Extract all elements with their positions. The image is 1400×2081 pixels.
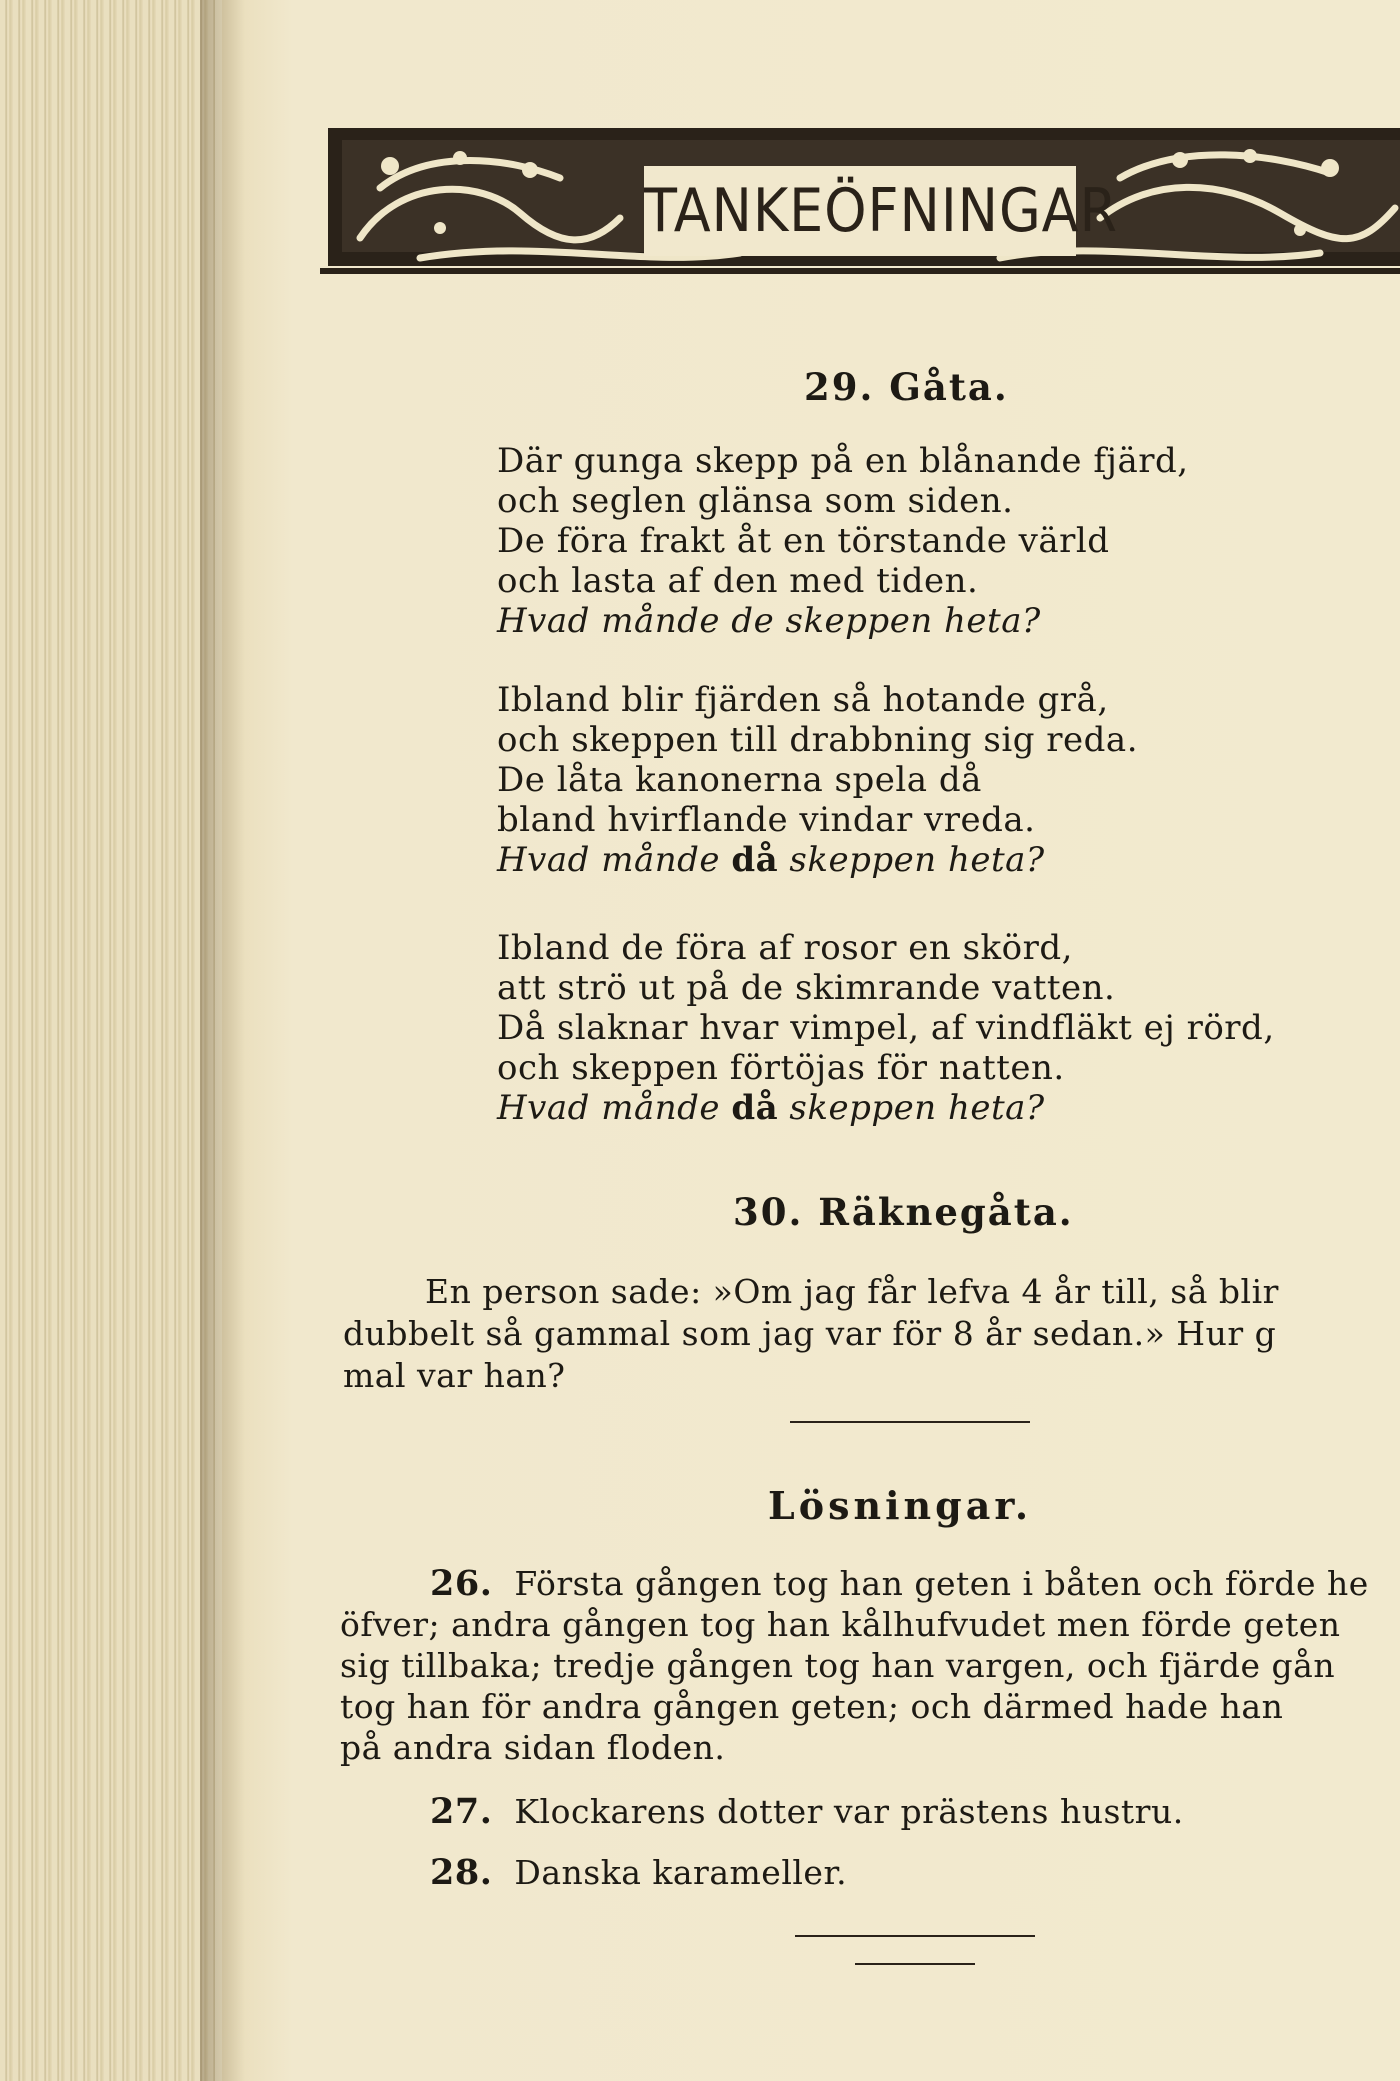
solution-27 <box>430 1791 1184 1832</box>
verse-line: De föra frakt åt en törstande värld <box>497 521 1110 561</box>
riddle-29-heading: 29. Gåta. <box>804 365 1009 409</box>
question-text: Hvad månde <box>497 1088 732 1128</box>
verse-line: Där gunga skepp på en blånande fjärd, <box>497 441 1189 481</box>
verse-question: Hvad månde de skeppen heta? <box>497 601 1041 641</box>
verse-line: att strö ut på de skimrande vatten. <box>497 968 1116 1008</box>
solution-text: Klockarens dotter var prästens hustru. <box>514 1792 1184 1831</box>
verse-line: Ibland blir fjärden så hotande grå, <box>497 680 1109 720</box>
book-fore-edge <box>0 0 215 2081</box>
verse-question <box>497 840 1138 880</box>
gutter-shadow <box>200 0 245 2081</box>
verse-line: De låta kanonerna spela då <box>497 760 982 800</box>
riddle-29-stanza-1 <box>497 441 1189 641</box>
divider-rule <box>790 1421 1030 1423</box>
solution-26 <box>340 1563 1369 1768</box>
question-text: skeppen heta? <box>778 840 1045 880</box>
verse-line: bland hvirflande vindar vreda. <box>497 800 1036 840</box>
solution-number: 28. <box>430 1852 493 1893</box>
solution-number: 27. <box>430 1791 493 1832</box>
riddle-30-text <box>343 1271 1279 1397</box>
prose-line: på andra sidan floden. <box>340 1728 726 1767</box>
solution-28 <box>430 1852 847 1893</box>
question-text: Hvad månde <box>497 840 732 880</box>
divider-rule <box>795 1935 1035 1937</box>
header-banner <box>320 118 1400 278</box>
solution-text: Första gången tog han geten i båten och förde he <box>514 1564 1369 1603</box>
prose-line: En person sade: »Om jag får lefva 4 år till, så blir <box>425 1272 1279 1311</box>
riddle-29-stanza-2 <box>497 680 1138 880</box>
verse-line: och seglen glänsa som siden. <box>497 481 1014 521</box>
prose-line: öfver; andra gången tog han kålhufvudet men förde geten <box>340 1605 1341 1644</box>
prose-line: mal var han? <box>343 1356 566 1395</box>
divider-rule <box>855 1963 975 1965</box>
prose-line <box>340 1563 1369 1604</box>
solutions-heading: Lösningar. <box>768 1483 1033 1528</box>
verse-question <box>497 1088 1275 1128</box>
prose-line: tog han för andra gången geten; och därmed hade han <box>340 1687 1284 1726</box>
verse-line: och lasta af den med tiden. <box>497 561 979 601</box>
riddle-29-stanza-3 <box>497 928 1275 1128</box>
question-emphasis: då <box>731 840 779 880</box>
prose-line: dubbelt så gammal som jag var för 8 år sedan.» Hur g <box>343 1314 1277 1353</box>
question-text: skeppen heta? <box>778 1088 1045 1128</box>
riddle-30-heading: 30. Räknegåta. <box>733 1190 1074 1234</box>
verse-line: Då slaknar hvar vimpel, af vindfläkt ej rörd, <box>497 1008 1275 1048</box>
solution-number: 26. <box>430 1563 493 1604</box>
solution-text: Danska karameller. <box>514 1853 848 1892</box>
verse-line: Ibland de föra af rosor en skörd, <box>497 928 1073 968</box>
prose-line: sig tillbaka; tredje gången tog han vargen, och fjärde gån <box>340 1646 1336 1685</box>
section-title: TANKEÖFNINGAR <box>644 166 1076 256</box>
verse-line: och skeppen förtöjas för natten. <box>497 1048 1065 1088</box>
verse-line: och skeppen till drabbning sig reda. <box>497 720 1139 760</box>
question-emphasis: då <box>731 1088 779 1128</box>
